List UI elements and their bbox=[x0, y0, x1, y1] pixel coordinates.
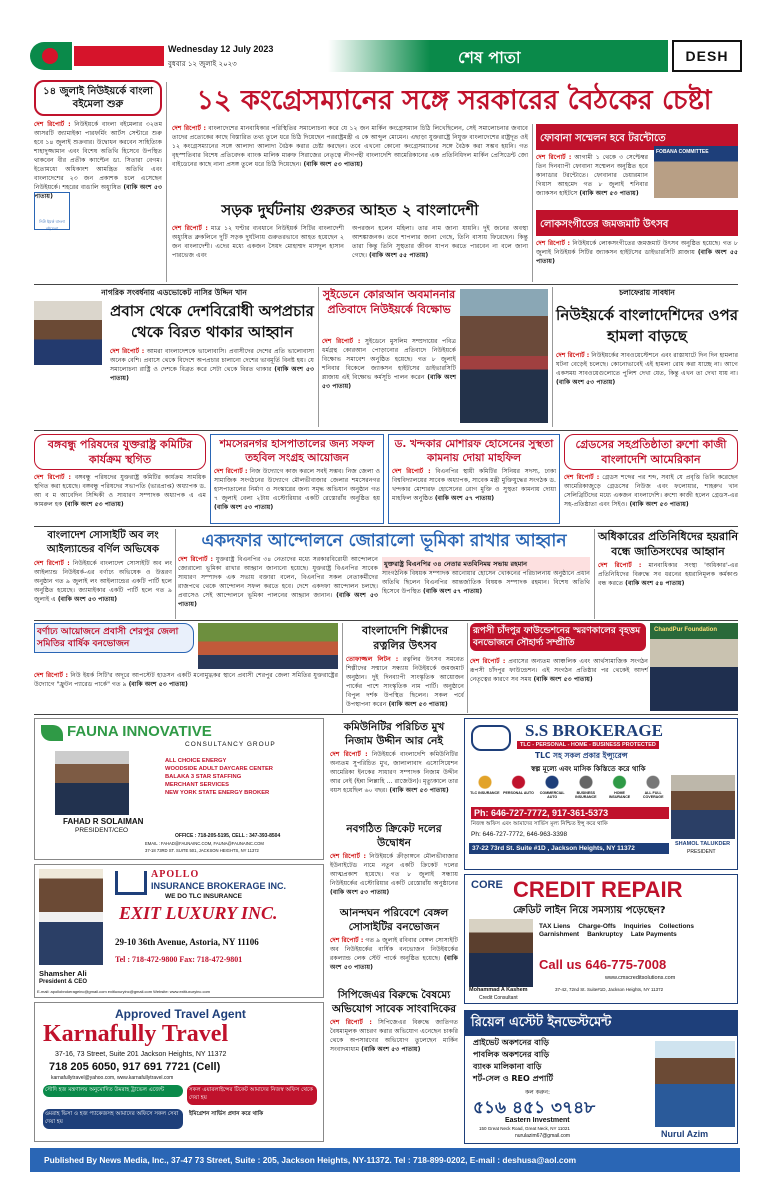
artists-title: বাংলাদেশি শিল্পীদের রত্নলির উৎসব bbox=[361, 624, 449, 652]
fauna-name: FAUNA INNOVATIVE bbox=[67, 723, 212, 740]
ss-icon-label: BUSINESS INSURANCE bbox=[570, 775, 602, 799]
ad-karnafully bbox=[34, 1002, 324, 1142]
travel-phone: 718 205 6050, 917 691 7721 (Cell) bbox=[49, 1061, 221, 1073]
article-harassment bbox=[598, 529, 738, 619]
fauna-person: FAHAD R SOLAIMAN bbox=[63, 817, 144, 826]
harassment-body: দেশ রিপোর্ট : মানবাধিকার সংস্থা 'অধিকার'-এর প্রতিনিধিদের বিরুদ্ধে সব ধরনের হয়রানিমূলক কর্মকাণ্ড বন্ধ করতে (বাকি অংশ ৫৪ পাতায়) bbox=[598, 562, 739, 587]
real-company: Eastern Investment bbox=[505, 1117, 570, 1124]
ss-phone: Ph: 646-727-7772, 917-361-5373 bbox=[471, 807, 669, 819]
article-lokshongit bbox=[536, 210, 738, 282]
real-items bbox=[473, 1037, 553, 1085]
fauna-logo-icon bbox=[41, 725, 63, 741]
ss-addr: 37-22 73rd St. Suite #1D , Jackson Heights, NY 11372 bbox=[469, 843, 669, 854]
ss-logo-icon bbox=[471, 725, 511, 751]
quran-photo bbox=[460, 289, 548, 423]
cpj-title: সিপিজেএর বিরুদ্ধে বৈষম্যে অভিযোগ সাবেক সাংবাদিকের bbox=[331, 989, 457, 1015]
fauna-bullet: ALL CHOICE ENERGY bbox=[165, 758, 227, 764]
shamser-title: শমসেরনগর হাসপাতালের জন্য সফল তহবিল সংগ্রহ আয়োজন bbox=[219, 438, 375, 464]
chandpur-photo bbox=[650, 623, 738, 711]
travel-addr: 37-16, 73 Street, Suite 201 Jackson Heights, NY 11372 bbox=[55, 1051, 227, 1058]
credit-role: Credit Consultant bbox=[479, 995, 518, 1001]
article-mosharof bbox=[388, 434, 560, 524]
ss-photo bbox=[671, 775, 735, 839]
ss-icon-label: TLC INSURANCE bbox=[469, 775, 501, 799]
desh-logo bbox=[672, 40, 742, 72]
article-cpj bbox=[330, 988, 458, 1068]
quran-title: সুইডেনে কোরআন অবমাননার প্রতিবাদে নিউইয়র্কে বিক্ষোভ bbox=[322, 288, 456, 316]
real-item: পাবলিক অকশনের বাড়ি bbox=[473, 1050, 550, 1059]
ss-tag: TLC - PERSONAL - HOME - BUSINESS PROTECTED bbox=[517, 741, 659, 749]
nizam-body: দেশ রিপোর্ট : নিউইয়র্কে বাংলাদেশি কমিউনিটির অন্যতম সুপরিচিত মুখ, জালালাবাদ এসোসিয়েশন আমেরিকা ইনকের সাধারণ সম্পাদক নিজাম উদ্দীন আর নেই (ইন্না লিল্লাহি ... রাজেউন)। মৃত্যুকালে তার বয়স হয়েছিল ৬০ বছর। (বাকি অংশ ৫৩ পাতায়) bbox=[330, 751, 459, 794]
chandpur-title: রূপসী চাঁদপুর ফাউন্ডেশনের স্মরণকালের বৃহত্তম বনভোজনে সৌহার্দ্য সম্প্রীতি bbox=[470, 623, 646, 651]
article-fobana bbox=[536, 124, 738, 208]
fauna-addr: 37-18 73RD ST. SUITE 501, JACKSON HEIGHTS, NY 11372 bbox=[145, 848, 259, 853]
apollo-house-icon bbox=[115, 871, 147, 895]
apollo-exit: EXIT LUXURY INC. bbox=[119, 903, 278, 923]
fauna-bullet: BALAKA 3 STAR STAFFING bbox=[165, 774, 242, 780]
ss-name: S.S BROKERAGE bbox=[525, 721, 663, 740]
kazi-body: দেশ রিপোর্ট : গ্রেডস শব্দের পর শব্দ, সবাই যে প্রবৃত্তি তিনি করেছেন আমেরিকাজুড়ে গ্রেডসের নিউজ এবং ফলোয়ার, শাহরুখ খান সেলিব্রিটিদের মধ্যে একজন বাংলাদেশি। রুশো কাজী হলেন গ্রেডস-এর সহ-প্রতিষ্ঠাতা এবং সিইও। (বাকি অংশ ৫৩ পাতায়) bbox=[564, 474, 739, 508]
travel-email: karnafullytravel@yahoo.com, www.karnafullytravel.com bbox=[51, 1075, 174, 1081]
andolon-sub-body: সাংগঠনিক বিষয়ক সম্পাদক আনোয়ার হোসেন খোকনের পরিচালনায় অনুষ্ঠানে প্রধান অতিথি ছিলেন বিএনপির আন্তর্জাতিক বিষয়ক সম্পাদক রহমান। বিশেষ অতিথি হিসেবে উপস্থিত (বাকি অংশ ৫৭ পাতায়) bbox=[382, 570, 590, 595]
bookfair-logo-caption: নিউ ইয়র্ক বাংলা বইমেলা bbox=[39, 219, 65, 231]
article-accident bbox=[170, 200, 530, 282]
credit-list-item: Late Payments bbox=[630, 931, 677, 938]
article-shamser bbox=[210, 434, 384, 524]
andolon-sub-title: যুক্তরাষ্ট্র বিএনপির ৩৪ নেতার মতবিনিময় সভায় রহমান bbox=[382, 557, 590, 571]
lokshongit-body: দেশ রিপোর্ট : নিউইয়র্কে লোকসংগীতের জমজমাট উৎসব অনুষ্ঠিত হয়েছে। গত ৮ জুলাই নিউইয়র্ক সিটির জ্যাকসন হাইটসের ডাইভারসিটি প্লাজায় (বাকি অংশ ৫৫ পাতায়) bbox=[536, 240, 738, 265]
apollo-email: E-mail: apollobrokerageinc@gmail.com exitluxuryinc@gmail.com Website: www.exitluxuryinc.com bbox=[37, 989, 210, 994]
article-andolon bbox=[178, 529, 590, 619]
bookfair-title: ১৪ জুলাই নিউইয়র্কে বাংলা বইমেলা শুরু bbox=[43, 86, 153, 110]
credit-person: Mohammad A Kashem bbox=[469, 987, 528, 993]
sherpur-photo bbox=[198, 623, 338, 669]
bongobondhu-title-box bbox=[34, 434, 206, 470]
andolon-body: দেশ রিপোর্ট : যুক্তরাষ্ট্র বিএনপির ৩৪ নেতাদের মধ্যে সরকারবিরোধী আন্দোলনে জোরালো ভূমিকা রাখার আহ্বান জানানো হয়েছে। যুক্তরাষ্ট্র বিএনপির সাবেক সাধারণ সম্পাদক এক সভায় বক্তারা বলেন, বিএনপির সকল নেতাকর্মীদের রাজপথে থেকে আন্দোলন সফল করতে হবে। দেশে একদফা আন্দোলন চলছে। প্রবাসেও সেই আন্দোলনে ভূমিকা পালনের আহ্বান জানান। (বাকি অংশ ৫৩ পাতায়) bbox=[178, 556, 379, 608]
kazi-title-box bbox=[564, 434, 738, 470]
article-nizam bbox=[330, 720, 458, 818]
fobana-photo-caption: FOBANA COMMITTEE bbox=[656, 149, 709, 155]
ss-ph2: Ph: 646-727-7772, 646-963-3398 bbox=[471, 831, 568, 838]
quran-body: দেশ রিপোর্ট : সুইডেনে মুসলিম সম্প্রদায়ের পবিত্র ধর্মগ্রন্থ কোরআন পোড়ানোর প্রতিবাদে নিউইয়র্কে বিক্ষোভ সমাবেশ অনুষ্ঠিত হয়েছে। গত ৮ জুলাই শনিবার বিকেলে জ্যাকসন হাইটসের ডাইভারসিটি প্লাজায় এই বিক্ষোভ কর্মসূচি পালন করেন (বাকি অংশ ৫৩ পাতায়) bbox=[322, 338, 457, 390]
apollo-addr: 29-10 36th Avenue, Astoria, NY 11106 bbox=[115, 937, 259, 947]
fobana-body: দেশ রিপোর্ট : আগামী ১ থেকে ৩ সেপ্টেম্বর তিন দিনব্যাপী ফোবানা সম্মেলন অনুষ্ঠিত হবে কানাডার টরন্টোতে। ফোবানার চেয়ারম্যান গিয়াস আহমেদ গত ৮ জুলাই শনিবার জ্যাকসন হাইটসে (বাকি অংশ ৫৩ পাতায়) bbox=[536, 154, 648, 197]
attack-title: নিউইয়র্কে বাংলাদেশিদের ওপর হামলা বাড়ছে bbox=[556, 306, 738, 345]
ad-ss-brokerage bbox=[464, 718, 738, 870]
travel-p4: ইমিগ্রেশন সার্ভিস প্রদান করে থাকি bbox=[189, 1111, 264, 1117]
credit-title: CREDIT REPAIR bbox=[513, 877, 683, 902]
society-title: বাংলাদেশ সোসাইটি অব লং আইল্যান্ডের বর্ণিল অভিষেক bbox=[46, 530, 159, 555]
ss-icon-label: HOME INSURANCE bbox=[604, 775, 636, 799]
bengal-title: আনন্দঘন পরিবেশে বেঙ্গল সোসাইটির বনভোজন bbox=[339, 907, 449, 933]
masthead-date-en: Wednesday 12 July 2023 bbox=[168, 44, 274, 54]
article-artists bbox=[346, 623, 464, 713]
article-kazi bbox=[564, 434, 738, 524]
fauna-bullet: WOODSIDE ADULT DAYCARE CENTER bbox=[165, 766, 273, 772]
fauna-photo bbox=[55, 751, 129, 815]
fauna-sub: CONSULTANCY GROUP bbox=[185, 741, 276, 748]
credit-bn: ক্রেডিট লাইন নিয়ে সমস্যায় পড়েছেন? bbox=[513, 905, 666, 916]
bengal-body: দেশ রিপোর্ট : গত ৯ জুলাই রবিবার বেঙ্গল সোসাইটি অব নিউইয়র্কের বার্ষিক বনভোজন নিউইয়র্কের রকল্যান্ড লেক স্টেট পার্কে অনুষ্ঠিত হয়েছে। (বাকি অংশ ৫৩ পাতায়) bbox=[330, 937, 458, 971]
accident-col1: দেশ রিপোর্ট : মাত্র ১২ ঘণ্টার ব্যবধানে নিউইয়র্ক সিটির বাংলাদেশী অধ্যুষিত ব্রুকলিনে দুটি সড়ক দুর্ঘটনায় গুরুতরভাবে আহত হয়েছেন ২ জন বাংলাদেশী। এদের মধ্যে একজন সৈয়দ মোহাম্মদ মাসদুল হাসান পারভেজ এবং bbox=[172, 225, 344, 259]
ss-line: TLC সহ সকল প্রকার ইন্স্যুরেন্স bbox=[535, 751, 628, 760]
travel-name: Karnafully Travel bbox=[43, 1021, 229, 1047]
ss-icon-label: ALL FULL COVERAGE bbox=[637, 775, 669, 799]
real-title: রিয়েল এস্টেট ইনভেস্টমেন্ট bbox=[465, 1011, 738, 1036]
footer-text: Published By News Media, Inc., 37-47 73 Street, Suite : 205, Jackson Heights, NY-11372. Tel : 718-899-0202, E-mail : deshusa@aol.com bbox=[44, 1155, 577, 1165]
section-title: শেষ পাতা bbox=[458, 48, 521, 67]
ss-icons bbox=[469, 775, 669, 799]
real-call: কল করুন: bbox=[525, 1089, 550, 1096]
sherpur-body: দেশ রিপোর্ট : নিউ ইয়র্ক সিটি'র অদূরে আপস্টেট হাডসন একটি মনোমুগ্ধকর স্থানে প্রবাসী শেরপুর জেলা সমিতির যুক্তরাষ্ট্রের উদ্যোগে "ফ্রুটন প্যারেড পার্কে" গত ৯ (বাকি অংশ ৫৩ পাতায়) bbox=[34, 672, 339, 688]
real-email: nurulazim67@gmail.com bbox=[515, 1133, 571, 1139]
apollo-person: Shamsher Ali bbox=[39, 969, 87, 978]
real-phone: ৫১৬ ৪৫১ ৩৭৪৮ bbox=[473, 1098, 596, 1118]
real-item: শর্ট-সেল ও REO প্রপার্টি bbox=[473, 1074, 553, 1083]
masthead bbox=[28, 38, 742, 76]
fauna-bullets bbox=[165, 757, 273, 797]
article-bongobondhu bbox=[34, 434, 206, 524]
article-cricket bbox=[330, 822, 458, 902]
accident-title: সড়ক দুর্ঘটনায় গুরুতর আহত ২ বাংলাদেশী bbox=[221, 201, 479, 219]
apollo-name: APOLLO bbox=[151, 869, 200, 880]
bookfair-body: দেশ রিপোর্ট : নিউইয়র্কে বাংলা বইমেলার ৩২তম আসরটি জ্যামাইকা পারফর্মিং আর্টস সেন্টারে শুরু হবে ১৪ জুলাই শুক্রবার। উদ্বোধন করবেন সাহিত্যিক শাহাদুজ্জামান এবং বিশেষ অতিথি হিসেবে উপস্থিত থাকবেন বীর প্রতীক ক্যাপ্টেন ডা. সিতারা বেগম। ইতোমধ্যে অধিকাংশ আমন্ত্রিত অতিথি এবং বাংলাদেশের ২৩ জন প্রকাশক চলে এসেছেন নিউইয়র্কে। শহরের বাঙালি অধ্যুষিত (বাকি অংশ ৫৩ পাতায়) bbox=[34, 121, 163, 200]
andolon-title: একদফার আন্দোলনে জোরালো ভূমিকা রাখার আহ্বান bbox=[201, 531, 567, 551]
desh-logo-text: DESH bbox=[685, 48, 729, 64]
credit-photo bbox=[469, 919, 533, 987]
artists-body: তোফাজ্জল লিটন : রত্নলির উৎসব সমবেত শিল্পীদের সম্মানে সন্ধ্যায় নিউইয়র্কে জমজমাট অনুষ্ঠান। দুই দিনব্যাপী সাংস্কৃতিক আয়োজন পার্কের পাশে সাংস্কৃতিক নাম পার্টি। অনুষ্ঠানে বিপুল দর্শক উপস্থিত ছিলেন। সকল পর্বে উপস্থাপনা করেন (বাকি অংশ ৫৩ পাতায়) bbox=[346, 656, 464, 708]
ss-role: PRESIDENT bbox=[687, 849, 716, 855]
credit-list-item: Inquiries bbox=[623, 923, 651, 930]
article-bookfair bbox=[34, 80, 162, 280]
fauna-email: EMAIL : FAHAD@FAUNAINC.COM, FAUNA@FAUNAINC.COM bbox=[145, 841, 264, 846]
masthead-flag-icon bbox=[30, 42, 72, 70]
shamser-body: দেশ রিপোর্ট : নিজ উদ্যোগে কাজ করলে সবই সম্ভব। নিজ জেলা ও সামাজিক সংগঠনের উদ্যোগে মৌলভীবাজার জেলার শমসেরনগর হাসপাতালের নির্মাণ ও সংস্কারের জন্য সমৃদ্ধ অভিযান অনুষ্ঠান গত ৭ জুলাই বেলা ২টায় এস্টোরিয়ার একটি রেস্তোরাঁয় অনুষ্ঠিত হয় (বাকি অংশ ৫৩ পাতায়) bbox=[214, 468, 381, 511]
society-body: দেশ রিপোর্ট : নিউইয়র্কে বাংলাদেশ সোসাইটি অব লং আইল্যান্ড নিউইয়র্ক-এর বর্ণাঢ্য অভিষেক ও উত্তরণ অনুষ্ঠান গত ৯ জুলাই লং আইল্যান্ডের একটি পার্টি হলে অনুষ্ঠিত হয়েছে। জ্যামাইকার একটি পার্টি হলে গত ৯ জুলাই এ (বাকি অংশ ৫৩ পাতায়) bbox=[34, 560, 173, 603]
kazi-title: গ্রেডসের সহপ্রতিষ্ঠাতা রুশো কাজী বাংলাদেশি আমেরিকান bbox=[575, 438, 727, 466]
fauna-bullet: NEW YORK STATE ENERGY BROKER bbox=[165, 790, 270, 796]
ss-line2: স্বল্প মূল্যে এবং মাসিক কিস্তিতে করে থাকি bbox=[531, 765, 646, 773]
credit-list bbox=[539, 923, 735, 938]
travel-p1: সৌদি হজ মন্ত্রণালয় অনুমোদিত উমরাহ ট্রাভেল এজেন্ট bbox=[43, 1085, 183, 1097]
lead-title: ১২ কংগ্রেসম্যানের সঙ্গে সরকারের বৈঠকের চেষ্টা bbox=[196, 85, 712, 116]
chandpur-body: দেশ রিপোর্ট : প্রবাসের অন্যতম আঞ্চলিক এবং আর্থসামাজিক সংগঠন রূপসী চাঁদপুর ফাউন্ডেশন। এই সংগঠন প্রতিষ্ঠার পর থেকেই আদর্শ নেতৃত্বের কারণে সব সময় (বাকি অংশ ৫৩ পাতায়) bbox=[470, 658, 648, 683]
attack-body: দেশ রিপোর্ট : নিউইয়র্কের সাবওয়েস্টেশনে এবং রাস্তাঘাটে দিন দিন হামলার ঘটনা বেড়েই চলেছে। কোনোভাবেই এই হামলা রোধ করা যাচ্ছে না। আগে একসময় সাবওয়েগুলোতে পুলিশ দেখা যেত, কিন্তু এখন তা দেখা যায় না। (বাকি অংশ ৫৩ পাতায়) bbox=[556, 352, 738, 386]
lokshongit-title-band bbox=[536, 210, 738, 236]
article-quran bbox=[322, 287, 550, 427]
ss-bn: নিজস্ব অফিস এবং আমাদের সার্ভিস মূল্য নিশ্চিত ইন্সু করে থাকি bbox=[471, 821, 608, 827]
credit-list-item: TAX Liens bbox=[539, 923, 571, 930]
sherpur-title-band bbox=[34, 623, 194, 653]
harassment-title: অধিকারের প্রতিনিধিদের হয়রানি বন্ধে জাতিসংঘের আহ্বান bbox=[598, 530, 739, 558]
masthead-section bbox=[328, 40, 668, 72]
credit-list-item: Charge-Offs bbox=[578, 923, 616, 930]
bookfair-logo bbox=[34, 192, 70, 230]
credit-list-item: Collections bbox=[658, 923, 695, 930]
masthead-date-bn: বুধবার ১২ জুলাই ২০২৩ bbox=[168, 60, 237, 68]
apollo-role: President & CEO bbox=[39, 979, 88, 985]
fauna-role: PRESIDENT/CEO bbox=[75, 827, 129, 834]
cpj-body: দেশ রিপোর্ট : সিপিজেএর বিরুদ্ধে জাতিগত বৈষম্যমূলক আচরণ করার অভিযোগ এনেছেন চাকরি থেকে অপসারণের অভিযোগ তুলেছেন মার্কিন সংবাদমাধ্যম (বাকি অংশ ৫৩ পাতায়) bbox=[330, 1019, 459, 1053]
real-person: Nurul Azim bbox=[661, 1129, 709, 1139]
cricket-body: দেশ রিপোর্ট : নিউইয়র্কে ক্রীড়াঙ্গনে মৌলভীবাজার ইউনাইটেড নামে নতুন একটি ক্রিকেট দলের আত্মপ্রকাশ হয়েছে। গত ৮ জুলাই সন্ধ্যায় নিউইয়র্কের এস্টোরিয়ার একটি রেস্তোরাঁয় অনুষ্ঠানের (বাকি অংশ ৫৩ পাতায়) bbox=[330, 853, 459, 896]
ss-icon-label: PERSONAL AUTO bbox=[503, 775, 535, 799]
article-attack bbox=[556, 287, 738, 427]
fauna-office: OFFICE : 718-205-5195, CELL : 347-393-8504 bbox=[175, 833, 281, 839]
article-sherpur bbox=[34, 623, 338, 713]
mosharof-title: ড. খন্দকার মোশারফ হোসেনের সুস্থতা কামনায় দোয়া মাহফিল bbox=[394, 438, 554, 464]
apollo-tlc: WE DO TLC INSURANCE bbox=[165, 893, 242, 900]
apollo-sub: INSURANCE BROKERAGE INC. bbox=[151, 881, 287, 891]
article-nasir bbox=[34, 287, 314, 427]
ss-icon-label: COMMERCIAL AUTO bbox=[536, 775, 568, 799]
ad-apollo bbox=[34, 864, 324, 998]
credit-call: Call us 646-775-7008 bbox=[539, 957, 667, 972]
mosharof-body: দেশ রিপোর্ট : বিএনপির স্থায়ী কমিটির সিনিয়র সদস্য, ঢাকা বিশ্ববিদ্যালয়ের সাবেক অধ্যাপক, সাবেক মন্ত্রী মুক্তিযুদ্ধের সংগঠক ড. খন্দকার মোশারফ হোসেনের রোগ মুক্তি ও সুস্থতা কামনায় দোয়া মাহফিল অনুষ্ঠিত (বাকি অংশ ৫৭ পাতায়) bbox=[392, 468, 556, 502]
lokshongit-title: লোকসংগীতের জমজমাট উৎসব bbox=[540, 219, 669, 230]
apollo-photo bbox=[39, 869, 103, 965]
bongobondhu-body: দেশ রিপোর্ট : বঙ্গবন্ধু পরিষদের যুক্তরাষ্ট্র কমিটির কার্যক্রম সাময়িক স্থগিত করা হয়েছে। বঙ্গবন্ধু পরিষদের সভাপতি (ভারপ্রাপ্ত) অধ্যাপক ড. আ ব ম আবেদিন সিদ্দিকী ও সাধারণ সম্পাদক অধ্যাপক এ এম কামরুল হক (বাকি অংশ ৫৩ পাতায়) bbox=[34, 474, 206, 508]
nasir-photo bbox=[34, 301, 102, 365]
accident-col2: অপরজন হলেন মহিলা। তার নাম জানা যায়নি। দুই জনের অবস্থা আশঙ্কাজনক। তবে শাপলার জানা গেছে, তিনি বাসায় ফিরেছেন। কিন্তু তারা কিন্তু তিনি সুস্থতার জীবন যাপন করতে পারবেন না বলে জানা গেছে। (বাকি অংশ ৫৫ পাতায়) bbox=[352, 225, 528, 259]
apollo-tel: Tel : 718-472-9800 Fax: 718-472-9801 bbox=[115, 955, 243, 964]
real-photo bbox=[655, 1041, 735, 1127]
footer bbox=[30, 1148, 740, 1172]
fobana-photo bbox=[654, 146, 738, 198]
article-society bbox=[34, 529, 172, 619]
travel-p3: ওমরাহ ভিসা ও হজ প্যাকেজসহ আমাদের অফিসে সকল সেবা দেয়া হয় bbox=[43, 1109, 183, 1129]
bongobondhu-title: বঙ্গবন্ধু পরিষদের যুক্তরাষ্ট্র কমিটির কার্যক্রম স্থগিত bbox=[47, 438, 193, 466]
sherpur-title: বর্ণাঢ্য আয়োজনে প্রবাসী শেরপুর জেলা সমিতির বার্ষিক বনভোজন bbox=[37, 627, 179, 649]
fobana-title: ফোবানা সম্মেলন হবে টরন্টোতে bbox=[540, 133, 666, 144]
cricket-title: নবগঠিত ক্রিকেট দলের উদ্বোধন bbox=[346, 823, 442, 849]
article-chandpur bbox=[470, 623, 738, 713]
nasir-title: প্রবাস থেকে দেশবিরোধী অপপ্রচার থেকে বিরত থাকার আহ্বান bbox=[110, 302, 314, 341]
nasir-body: দেশ রিপোর্ট : আমরা বাংলাদেশকে ভালোবাসি। প্রবাসীদের দেশের প্রতি ভালোবাসা অনেক বেশি। প্রবাসে থেকে বিদেশে অপপ্রচার চালানো দেশের ভাবমূর্তি বিনষ্ট হয়। যে সমালোচনা রাষ্ট্রি ও দেশকে বিব্রত করে সেটা থেকে বিরত থাকার (বাকি অংশ ৫৩ পাতায়) bbox=[110, 348, 315, 382]
masthead-red-band bbox=[74, 46, 164, 66]
credit-web: www.cmscreditsolutions.com bbox=[605, 975, 676, 981]
bookfair-title-box bbox=[34, 80, 162, 116]
travel-p2: সকল এয়ারলাইন্সের টিকেট আমাদের নিজস্ব অফিস থেকে দেয়া হয় bbox=[187, 1085, 317, 1105]
chandpur-photo-caption: ChandPur Foundation bbox=[654, 627, 717, 633]
credit-addr: 37-42, 72nd St. Suite#1D, Jackson Heights, NY 11372 bbox=[555, 987, 664, 992]
real-addr: 150 Great Neck Road, Great Neck, NY 11021 bbox=[479, 1126, 570, 1131]
real-item: প্রাইভেট অকশনের বাড়ি bbox=[473, 1038, 549, 1047]
fauna-bullet: MERCHANT SERVICES bbox=[165, 782, 229, 788]
article-bengal bbox=[330, 906, 458, 984]
ad-real-estate bbox=[464, 1010, 738, 1144]
ad-fauna bbox=[34, 718, 324, 860]
credit-brand: CORE bbox=[471, 879, 503, 891]
credit-list-item: Bankruptcy bbox=[587, 931, 623, 938]
lead-body: দেশ রিপোর্ট : বাংলাদেশের মানবাধিকার পরিস্থিতির সমালোচনা করে যে ১২ জন মার্কিন কংগ্রেসম্যান চিঠি লিখেছিলেন, সেই সমালোচনার জবাবে তাদের প্রত্যেকের কাছে বিস্তারিত তথ্য তুলে ধরে চিঠি দিয়েছেন পররাষ্ট্রমন্ত্রী এ কে আব্দুল মোমেন। এছাড়া যুক্তরাষ্ট্রে নিযুক্ত বাংলাদেশের রাষ্ট্রদূত ওই ১২ কংগ্রেসম্যানের সঙ্গে আলাদা আলাদা বৈঠক করার চেষ্টা করছেন। তবে এখনো কোনো কংগ্রেসম্যানের সঙ্গে বৈঠক করা সম্ভব হয়নি। গত বৃহস্পতিবার বিশেষ প্রতিবেদক ব্যাংক মালিক মারুফ সিরাজের নেতৃত্বে লীগপন্থী বাংলাদেশি আমেরিকানের এক প্রতিনিধিদল মার্কিন প্রেসিডেন্ট জো বাইডেনের কাছে নানা প্রসঙ্গ তুলে ধরে চিঠি দিয়েছেন। (বাকি অংশ ৫৩ পাতায়) bbox=[172, 125, 529, 168]
real-item: ব্যাংক মালিকানা বাড়ি bbox=[473, 1062, 542, 1071]
nasir-kicker: নাগরিক সংবর্ধনায় এডভোকেট নাসির উদ্দিন খান bbox=[101, 288, 247, 297]
ad-credit-repair bbox=[464, 874, 738, 1004]
ss-person: SHAMOL TALUKDER bbox=[675, 841, 731, 847]
attack-kicker: চলাফেরায় সাবধান bbox=[619, 288, 675, 297]
credit-list-item: Garnishment bbox=[539, 931, 580, 938]
nizam-title: কমিউনিটির পরিচিত মুখ নিজাম উদ্দীন আর নেই bbox=[343, 721, 445, 747]
travel-tag: Approved Travel Agent bbox=[115, 1007, 246, 1021]
